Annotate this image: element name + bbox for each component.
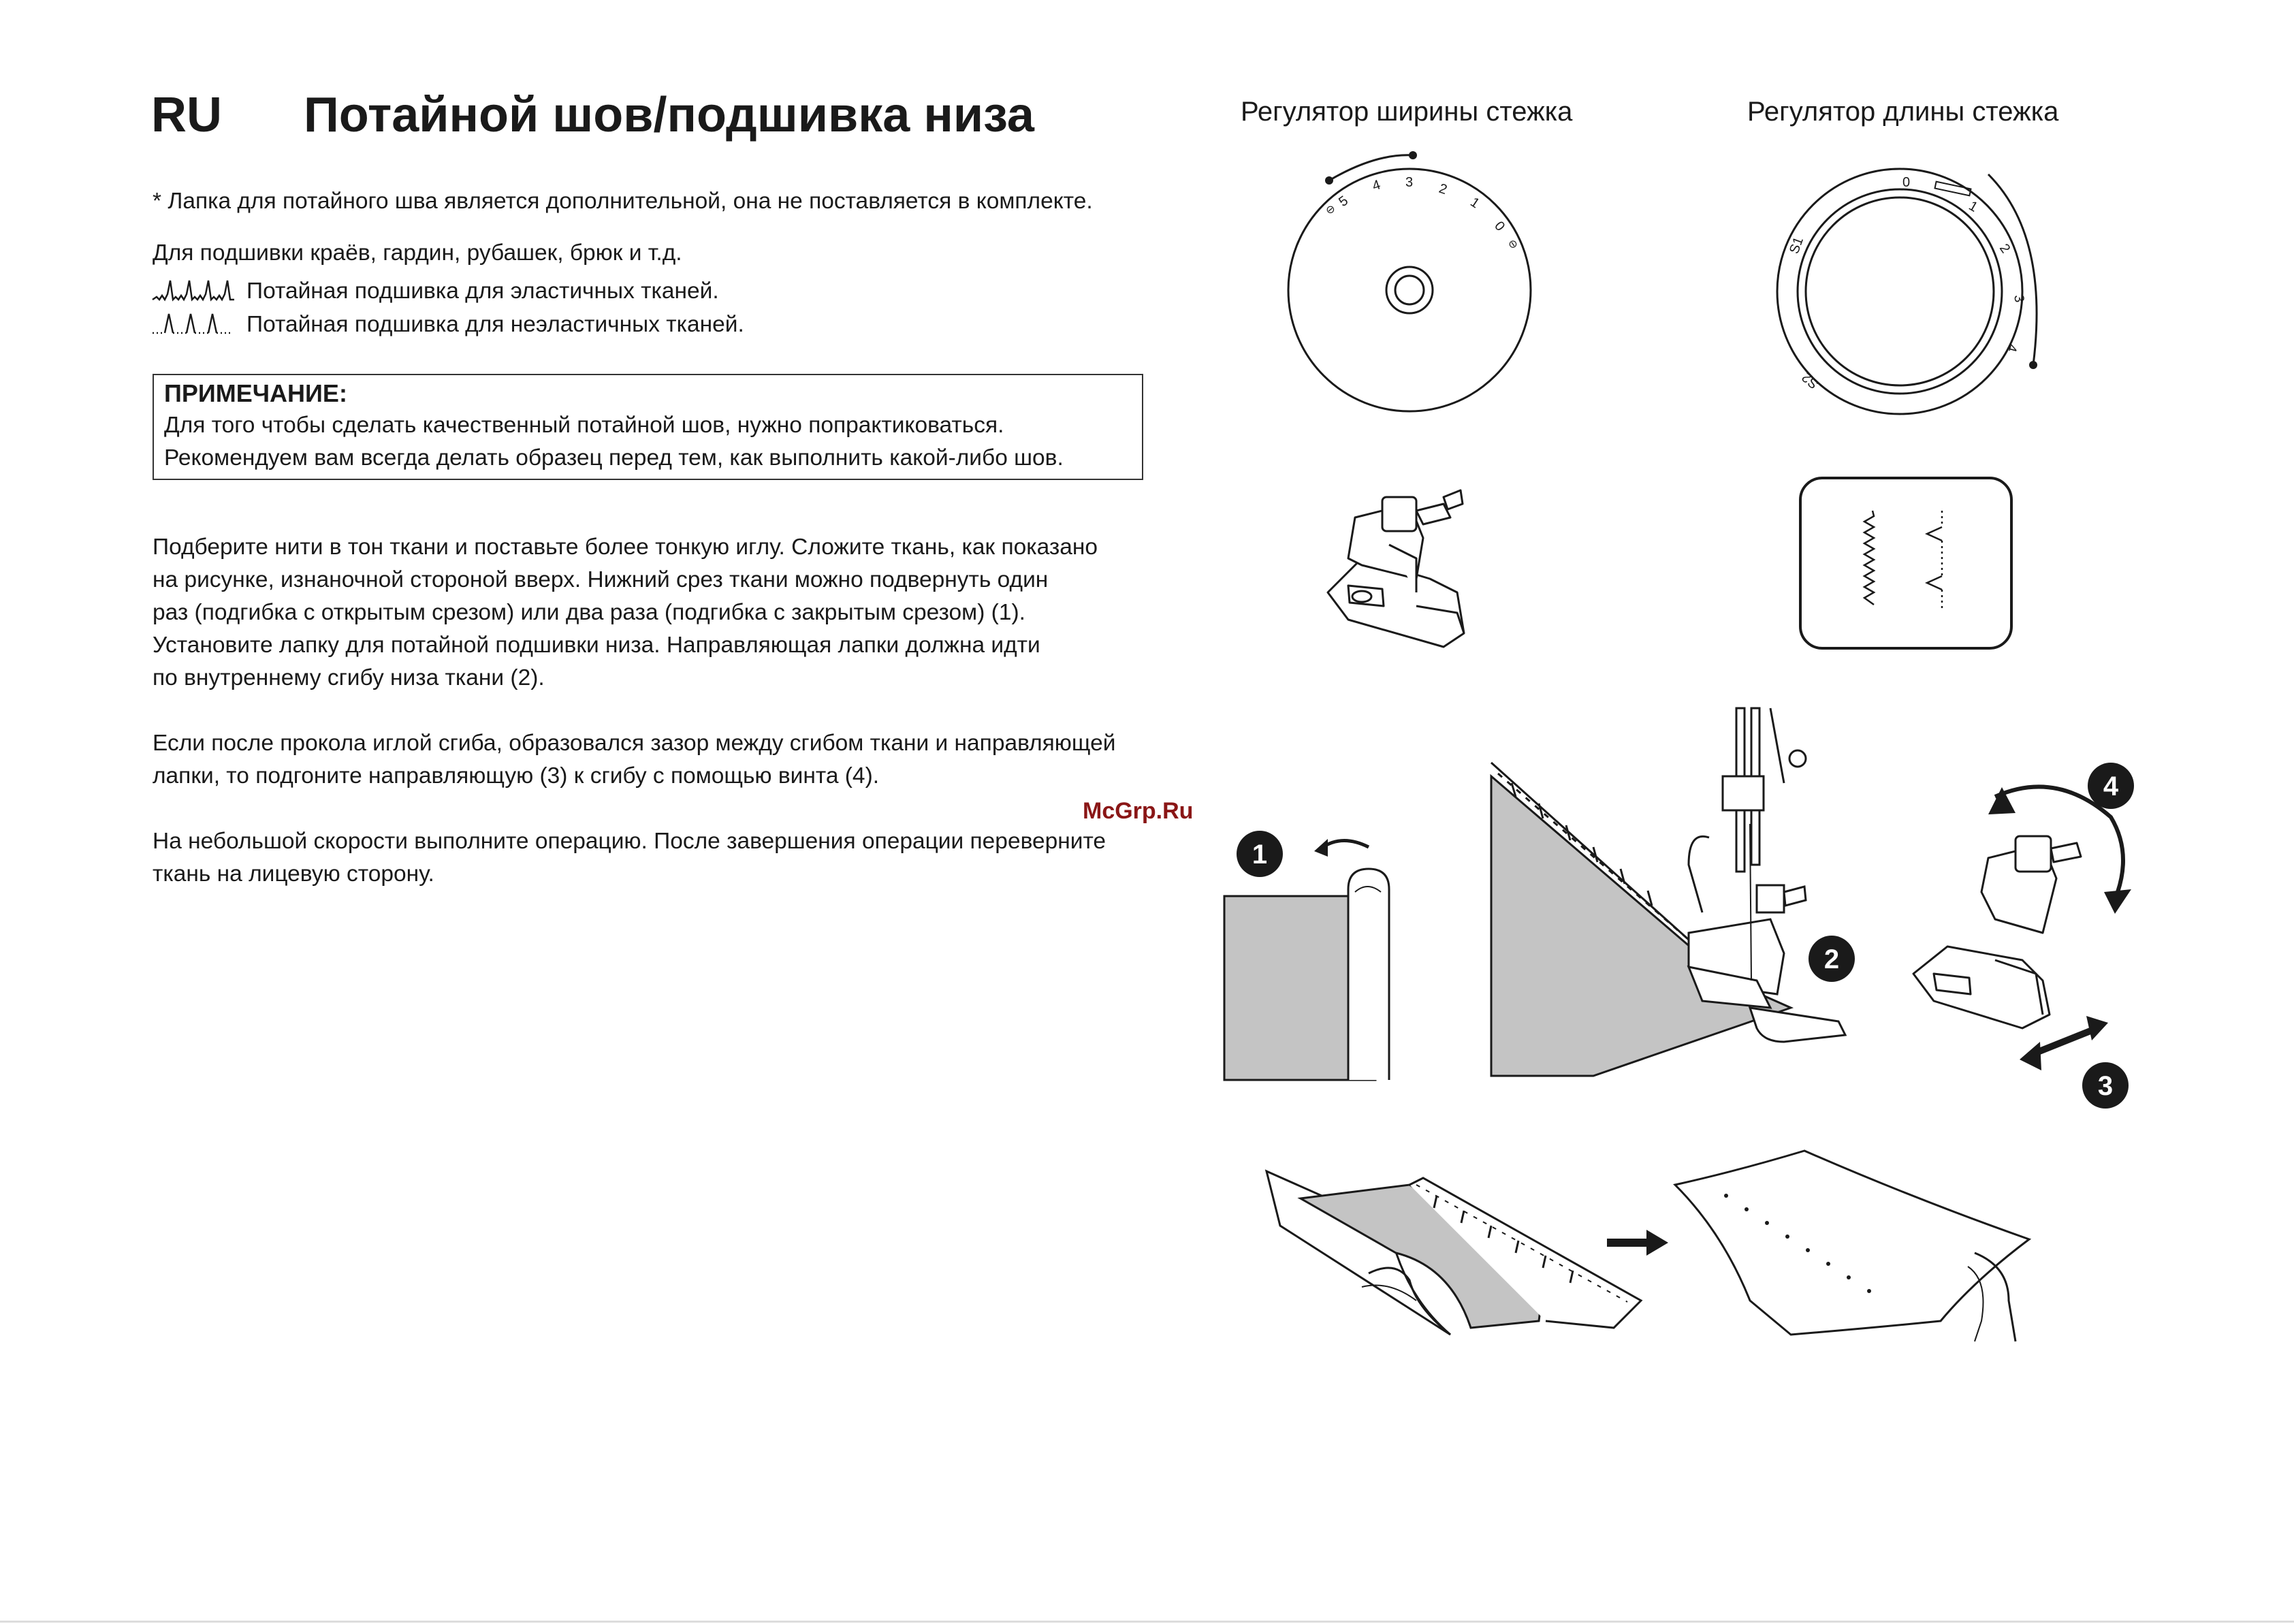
length-tick-4: 4 [2003,342,2020,354]
purpose-text: Для подшивки краёв, гардин, рубашек, брюк и т.д. [153,240,682,266]
foot-adjustment-figure [1907,756,2138,1110]
elastic-blind-stitch-icon [153,279,234,302]
width-tick-4: 4 [1370,177,1383,194]
callout-3-label: 3 [2097,1071,2114,1101]
length-dial-inner [1806,197,1994,385]
length-dial-ring [1798,189,2002,394]
paragraph-1-line: Подберите нити в тон ткани и поставьте более тонкую иглу. Сложите ткань, как показано [153,535,1098,560]
width-min-icon: ⊖ [1323,202,1338,218]
language-code: RU [151,88,222,142]
width-dial-range-start [1325,176,1333,185]
folded-fabric-figure [1219,824,1423,1083]
stitch-elastic-label: Потайная подшивка для эластичных тканей. [246,278,719,304]
fold-arrow [1321,840,1369,848]
note-box [153,374,1143,480]
paragraph-3-line: На небольшой скорости выполните операцию. После завершения операции переверните [153,829,1106,854]
footer-divider [0,1621,2294,1623]
length-s1: S1 [1787,235,1807,256]
width-tick-0: 0 [1491,219,1508,234]
finished-hem-figure [1260,1144,2077,1348]
paragraph-1-line: по внутреннему сгибу низа ткани (2). [153,665,545,690]
watermark: McGrp.Ru [1083,798,1194,824]
stitch-panel-frame [1800,478,2011,648]
hem-fold [1750,1008,1845,1042]
paragraph-1 [153,531,1098,695]
width-dial-range-end [1409,151,1417,159]
width-dial-range-arc [1329,155,1413,180]
blind-hem-foot-figure [1321,477,1498,660]
length-s2: S2 [1799,369,1822,392]
width-dial-label: Регулятор ширины стежка [1241,97,1573,127]
stitch-elastic-row [153,275,719,308]
paragraph-2-line: лапки, то подгоните направляющую (3) к сгибу с помощью винта (4). [153,763,880,789]
width-tick-1: 1 [1467,194,1482,212]
stitch-panel-figure [1798,475,2016,654]
width-dial-figure [1280,150,1552,422]
note-line-1: Для того чтобы сделать качественный потайной шов, нужно попрактиковаться. [164,413,1004,438]
width-tick-2: 2 [1437,180,1449,198]
length-tick-2: 2 [1996,241,2013,256]
paragraph-3-line: ткань на лицевую сторону. [153,861,434,887]
paragraph-3 [153,825,1106,891]
fabric-fold [1348,869,1389,1080]
width-dial-body [1288,169,1531,411]
paragraph-1-line: Установите лапку для потайной подшивки низа. Направляющая лапки должна идти [153,633,1040,658]
length-dial-label: Регулятор длины стежка [1747,97,2059,127]
page-title: Потайной шов/подшивка низа [304,88,1034,142]
length-dial-range-arc [1988,174,2037,365]
slide-arrow-head-a [2020,1042,2041,1070]
rotate-arrow-head-a [2104,889,2131,914]
paragraph-1-line: на рисунке, изнаночной стороной вверх. Нижний срез ткани можно подвернуть один [153,567,1049,592]
machine-foot [1689,708,1806,1008]
callout-1-label: 1 [1252,840,1268,870]
stitch-nonelastic-row [153,308,744,341]
paragraph-1-line: раз (подгибка с открытым срезом) или два раза (подгибка с закрытым срезом) (1). [153,600,1025,625]
fold-arrow-head [1314,839,1328,857]
width-tick-3: 3 [1405,175,1414,190]
width-max-icon: ⊖ [1505,237,1520,252]
length-tick-1: 1 [1966,198,1981,215]
length-tick-3: 3 [2011,293,2027,304]
length-tick-0: 0 [1902,175,1911,190]
paragraph-2-line: Если после прокола иглой сгиба, образовался зазор между сгибом ткани и направляющей [153,731,1116,756]
result-arrow-head [1646,1230,1668,1256]
width-tick-5: 5 [1336,193,1351,210]
callout-2-label: 2 [1823,944,1840,974]
note-heading: ПРИМЕЧАНИЕ: [164,379,347,407]
footnote-text: * Лапка для потайного шва является дополнительной, она не поставляется в комплекте. [153,189,1093,214]
length-dial-figure [1777,161,2063,433]
length-dial-range-end [2029,361,2037,369]
width-dial-knob [1386,267,1433,313]
slide-arrow-head-b [2086,1016,2108,1040]
nonelastic-blind-stitch-icon [153,313,234,336]
sewing-foot-figure [1484,708,1866,1083]
callout-4-label: 4 [2103,771,2119,801]
width-dial-knob-inner [1395,276,1424,304]
finished-fabric [1675,1151,2029,1335]
note-line-2: Рекомендуем вам всегда делать образец перед тем, как выполнить какой-либо шов. [164,445,1064,471]
stitch-nonelastic-label: Потайная подшивка для неэластичных тканей. [246,312,744,337]
paragraph-2 [153,727,1115,793]
